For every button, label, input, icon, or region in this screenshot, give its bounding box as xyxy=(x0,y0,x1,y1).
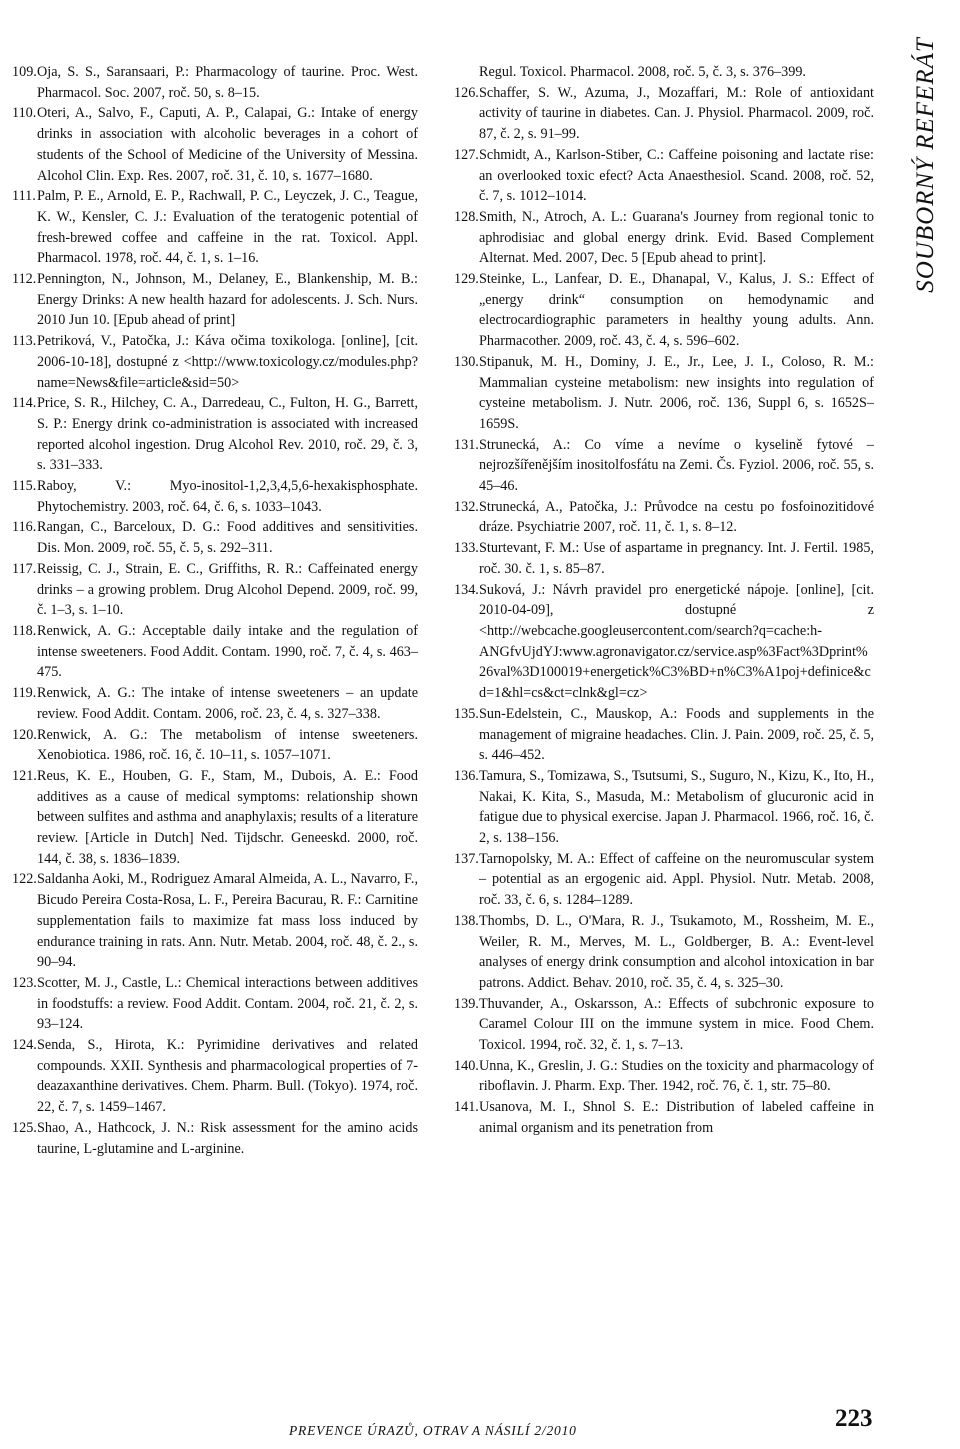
reference-text: Unna, K., Greslin, J. G.: Studies on the toxicity and pharmacology of riboflavin. J. Pharm. Exp. Ther. 1942, roč. 76, č. 1, str. 75–80. xyxy=(479,1057,874,1095)
reference-item xyxy=(454,766,874,849)
reference-number: 113. xyxy=(12,333,37,350)
reference-item xyxy=(12,725,418,766)
reference-number: 134. xyxy=(454,581,479,598)
reference-item xyxy=(454,352,874,435)
reference-item xyxy=(12,186,418,269)
right-reference-column xyxy=(454,62,874,1139)
reference-text: Thuvander, A., Oskarsson, A.: Effects of subchronic exposure to Caramel Colour III on the immune system in mice. Food Chem. Toxicol. 1994, roč. 32, č. 1, s. 7–13. xyxy=(479,995,874,1054)
reference-item xyxy=(12,393,418,476)
reference-text: Rangan, C., Barceloux, D. G.: Food additives and sensitivities. Dis. Mon. 2009, roč. 55, č. 5, s. 292–311. xyxy=(37,519,418,557)
reference-text: Strunecká, A.: Co víme a nevíme o kyselině fytové – nejrozšířenějším inositolfosfátu na Zemi. Čs. Fyziol. 2006, roč. 55, s. 45–46. xyxy=(479,436,874,495)
reference-item xyxy=(12,62,418,103)
reference-text: Price, S. R., Hilchey, C. A., Darredeau, C., Fulton, H. G., Barrett, S. P.: Energy drink co-administration is associated with increased reported alcohol ingestion. Drug Alcohol Rev. 2010, roč. 29, č. 3, s. 331–333. xyxy=(37,395,418,474)
reference-text: Steinke, L., Lanfear, D. E., Dhanapal, V., Kalus, J. S.: Effect of „energy drink“ consumption on hemodynamic and electrocardiographic parameters in healthy young adults. Ann. Pharmacother. 2009, roč. 43, č. 4, s. 596–602. xyxy=(479,271,874,350)
footer-journal-title: PREVENCE ÚRAZŮ, OTRAV A NÁSILÍ 2/2010 xyxy=(289,1423,577,1438)
reference-item xyxy=(12,517,418,558)
reference-text: Scotter, M. J., Castle, L.: Chemical interactions between additives in foodstuffs: a review. Food Addit. Contam. 2004, roč. 21, č. 2, s. 93–124. xyxy=(37,974,418,1033)
reference-text: Pennington, N., Johnson, M., Delaney, E., Blankenship, M. B.: Energy Drinks: A new health hazard for adolescents. J. Sch. Nurs. 2010 Jun 10. [Epub ahead of print] xyxy=(37,271,418,329)
side-section-title-text: SOUBORNÝ REFERÁT xyxy=(911,37,939,293)
reference-item xyxy=(454,145,874,207)
reference-number: 118. xyxy=(12,622,37,639)
reference-number: 129. xyxy=(454,271,479,288)
reference-item xyxy=(12,269,418,331)
reference-number: 120. xyxy=(12,726,37,743)
reference-number: 132. xyxy=(454,498,479,515)
reference-item xyxy=(454,207,874,269)
reference-text: Palm, P. E., Arnold, E. P., Rachwall, P. C., Leyczek, J. C., Teague, K. W., Kensler, C. J.: Evaluation of the teratogenic potential of fresh-brewed coffee and caffeine in the rat. Toxicol. Appl. Pharmacol. 1978, roč. 44, č. 1, s. 1–16. xyxy=(37,188,418,267)
reference-number: 122. xyxy=(12,871,37,888)
reference-number: 138. xyxy=(454,912,479,929)
reference-item xyxy=(454,83,874,145)
reference-number: 133. xyxy=(454,540,479,557)
reference-number: 119. xyxy=(12,685,37,702)
reference-item xyxy=(12,476,418,517)
reference-number: 115. xyxy=(12,478,37,495)
reference-text: Regul. Toxicol. Pharmacol. 2008, roč. 5, č. 3, s. 376–399. xyxy=(479,64,806,80)
reference-text: Renwick, A. G.: Acceptable daily intake and the regulation of intense sweeteners. Food Addit. Contam. 1990, roč. 7, č. 4, s. 463–475. xyxy=(37,622,418,681)
reference-number: 114. xyxy=(12,395,37,412)
reference-text: Oteri, A., Salvo, F., Caputi, A. P., Calapai, G.: Intake of energy drinks in association with alcoholic beverages in a cohort of students of the School of Medicine of the University of Messina. Alcohol Clin. Exp. Res. 2007, roč. 31, č. 10, s. 1677–1680. xyxy=(37,105,418,184)
reference-text: Petriková, V., Patočka, J.: Káva očima toxikologa. [online], [cit. 2006-10-18], dostupné z <http://www.toxicology.cz/modules.php?name=News&file=article&sid=50> xyxy=(37,333,418,391)
reference-number: 128. xyxy=(454,208,479,225)
reference-text: Sun-Edelstein, C., Mauskop, A.: Foods and supplements in the management of migraine headaches. Clin. J. Pain. 2009, roč. 25, č. 5, s. 446–452. xyxy=(479,705,874,764)
reference-text: Reus, K. E., Houben, G. F., Stam, M., Dubois, A. E.: Food additives as a cause of medical symptoms: relationship shown between sulfites and asthma and anaphylaxis; results of a literature review. [Article in Dutch] Ned. Tijdschr. Geneeskd. 2000, roč. 144, č. 38, s. 1836–1839. xyxy=(37,767,418,867)
left-reference-column xyxy=(12,62,418,1159)
reference-number: 109. xyxy=(12,64,37,80)
reference-item xyxy=(12,683,418,724)
reference-text: Renwick, A. G.: The metabolism of intense sweeteners. Xenobiotica. 1986, roč. 16, č. 10–11, s. 1057–1071. xyxy=(37,726,418,764)
reference-item xyxy=(12,331,418,393)
reference-number: 110. xyxy=(12,105,37,122)
reference-item xyxy=(454,435,874,497)
reference-number: 136. xyxy=(454,767,479,784)
reference-number: 116. xyxy=(12,519,37,536)
reference-item xyxy=(454,911,874,994)
reference-item xyxy=(454,1056,874,1097)
reference-number: 137. xyxy=(454,850,479,867)
reference-text: Tamura, S., Tomizawa, S., Tsutsumi, S., Suguro, N., Kizu, K., Ito, H., Nakai, K. Kita, S., Masuda, M.: Metabolism of glucuronic acid in fatigue due to physical exercise. Japan J. Pharmacol. 1966, roč. 16, č. 2, s. 138–156. xyxy=(479,767,874,847)
reference-number: 121. xyxy=(12,767,37,784)
reference-item xyxy=(12,973,418,1035)
reference-number: 126. xyxy=(454,84,479,101)
reference-item xyxy=(454,1097,874,1138)
reference-number: 139. xyxy=(454,995,479,1012)
reference-text: Thombs, D. L., O'Mara, R. J., Tsukamoto, M., Rossheim, M. E., Weiler, R. M., Merves, M. L., Goldberger, B. A.: Event-level analyses of energy drink consumption and alcohol intoxication in bar patrons. Addict. Behav. 2010, roč. 35, č. 4, s. 325–30. xyxy=(479,912,874,991)
reference-item xyxy=(454,269,874,352)
reference-item xyxy=(454,580,874,704)
reference-number: 135. xyxy=(454,705,479,722)
reference-number: 140. xyxy=(454,1057,479,1074)
reference-text: Oja, S. S., Saransaari, P.: Pharmacology of taurine. Proc. West. Pharmacol. Soc. 2007, roč. 50, s. 8–15. xyxy=(37,64,418,101)
reference-text: Reissig, C. J., Strain, E. C., Griffiths, R. R.: Caffeinated energy drinks – a growing problem. Drug Alcohol Depend. 2009, roč. 99, č. 1–3, s. 1–10. xyxy=(37,560,418,619)
reference-number: 112. xyxy=(12,271,37,288)
reference-item xyxy=(12,869,418,973)
side-section-title xyxy=(891,0,960,330)
reference-item xyxy=(12,559,418,621)
reference-text: Raboy, V.: Myo-inositol-1,2,3,4,5,6-hexakisphosphate. Phytochemistry. 2003, roč. 64, č. 6, s. 1033–1043. xyxy=(37,478,418,515)
reference-text: Shao, A., Hathcock, J. N.: Risk assessment for the amino acids taurine, L-glutamine and L-arginine. xyxy=(37,1119,418,1157)
reference-item xyxy=(12,1118,418,1159)
reference-number: 131. xyxy=(454,436,479,453)
reference-number: 123. xyxy=(12,974,37,991)
reference-number: 125. xyxy=(12,1119,37,1136)
reference-item xyxy=(454,538,874,579)
reference-item xyxy=(454,62,874,83)
reference-item xyxy=(454,704,874,766)
reference-item xyxy=(454,497,874,538)
reference-text: Saldanha Aoki, M., Rodriguez Amaral Almeida, A. L., Navarro, F., Bicudo Pereira Costa-Rosa, L. F., Pereira Bacurau, R. F.: Carnitine supplementation fails to maximize fat mass loss induced by endurance training in rats. Ann. Nutr. Metab. 2004, roč. 48, č. 2., s. 90–94. xyxy=(37,871,418,971)
reference-item xyxy=(454,994,874,1056)
reference-text: Sturtevant, F. M.: Use of aspartame in pregnancy. Int. J. Fertil. 1985, roč. 30. č. 1, s. 85–87. xyxy=(479,540,874,577)
reference-number: 141. xyxy=(454,1099,479,1116)
reference-number: 111. xyxy=(12,188,36,205)
reference-text: Senda, S., Hirota, K.: Pyrimidine derivatives and related compounds. XXII. Synthesis and pharmacological properties of 7-deazaxanthine derivatives. Chem. Pharm. Bull. (Tokyo). 1974, roč. 22, č. 7, s. 1459–1467. xyxy=(37,1037,418,1116)
reference-item xyxy=(454,849,874,911)
reference-number: 124. xyxy=(12,1037,37,1054)
reference-text: Schmidt, A., Karlson-Stiber, C.: Caffeine poisoning and lactate rise: an overlooked toxic efect? Acta Anaesthesiol. Scand. 2008, roč. 52, č. 7, s. 1012–1014. xyxy=(479,146,874,205)
reference-text: Schaffer, S. W., Azuma, J., Mozaffari, M.: Role of antioxidant activity of taurine in diabetes. Can. J. Physiol. Pharmacol. 2009, roč. 87, č. 2, s. 91–99. xyxy=(479,84,874,143)
reference-item xyxy=(12,621,418,683)
reference-text: Smith, N., Atroch, A. L.: Guarana's Journey from regional tonic to aphrodisiac and global energy drink. Evid. Based Complement Alternat. Med. 2007, Dec. 5 [Epub ahead to print]. xyxy=(479,208,874,267)
reference-text: Suková, J.: Návrh pravidel pro energetické nápoje. [online], [cit. 2010-04-09], dostupné z <http://webcache.googleusercontent.com/search?q=cache:h-ANGfvUjdYJ:www.agronavigator.cz/service.asp%3Fact%3Dprint%26val%3D100019+energetick%C3%BD+n%C3%A1poj+definice&cd=1&hl=cs&ct=clnk&gl=cz> xyxy=(479,581,874,702)
reference-number: 130. xyxy=(454,353,479,370)
reference-item xyxy=(12,103,418,186)
reference-item xyxy=(12,1035,418,1118)
reference-text: Usanova, M. I., Shnol S. E.: Distribution of labeled caffeine in animal organism and its penetration from xyxy=(479,1099,874,1136)
reference-text: Tarnopolsky, M. A.: Effect of caffeine on the neuromuscular system – potential as an ergogenic aid. Appl. Physiol. Nutr. Metab. 2008, roč. 33, č. 6, s. 1284–1289. xyxy=(479,850,874,909)
reference-item xyxy=(12,766,418,870)
reference-text: Stipanuk, M. H., Dominy, J. E., Jr., Lee, J. I., Coloso, R. M.: Mammalian cysteine metabolism: new insights into regulation of cysteine metabolism. J. Nutr. 2006, roč. 136, Suppl 6, s. 1652S–1659S. xyxy=(479,353,874,432)
page-number: 223 xyxy=(835,1405,873,1432)
reference-text: Renwick, A. G.: The intake of intense sweeteners – an update review. Food Addit. Contam. 2006, roč. 23, č. 4, s. 327–338. xyxy=(37,685,418,722)
reference-number: 117. xyxy=(12,560,37,577)
reference-text: Strunecká, A., Patočka, J.: Průvodce na cestu po fosfoinozitidové dráze. Psychiatrie 2007, roč. 11, č. 1, s. 8–12. xyxy=(479,498,874,536)
reference-number: 127. xyxy=(454,146,479,163)
